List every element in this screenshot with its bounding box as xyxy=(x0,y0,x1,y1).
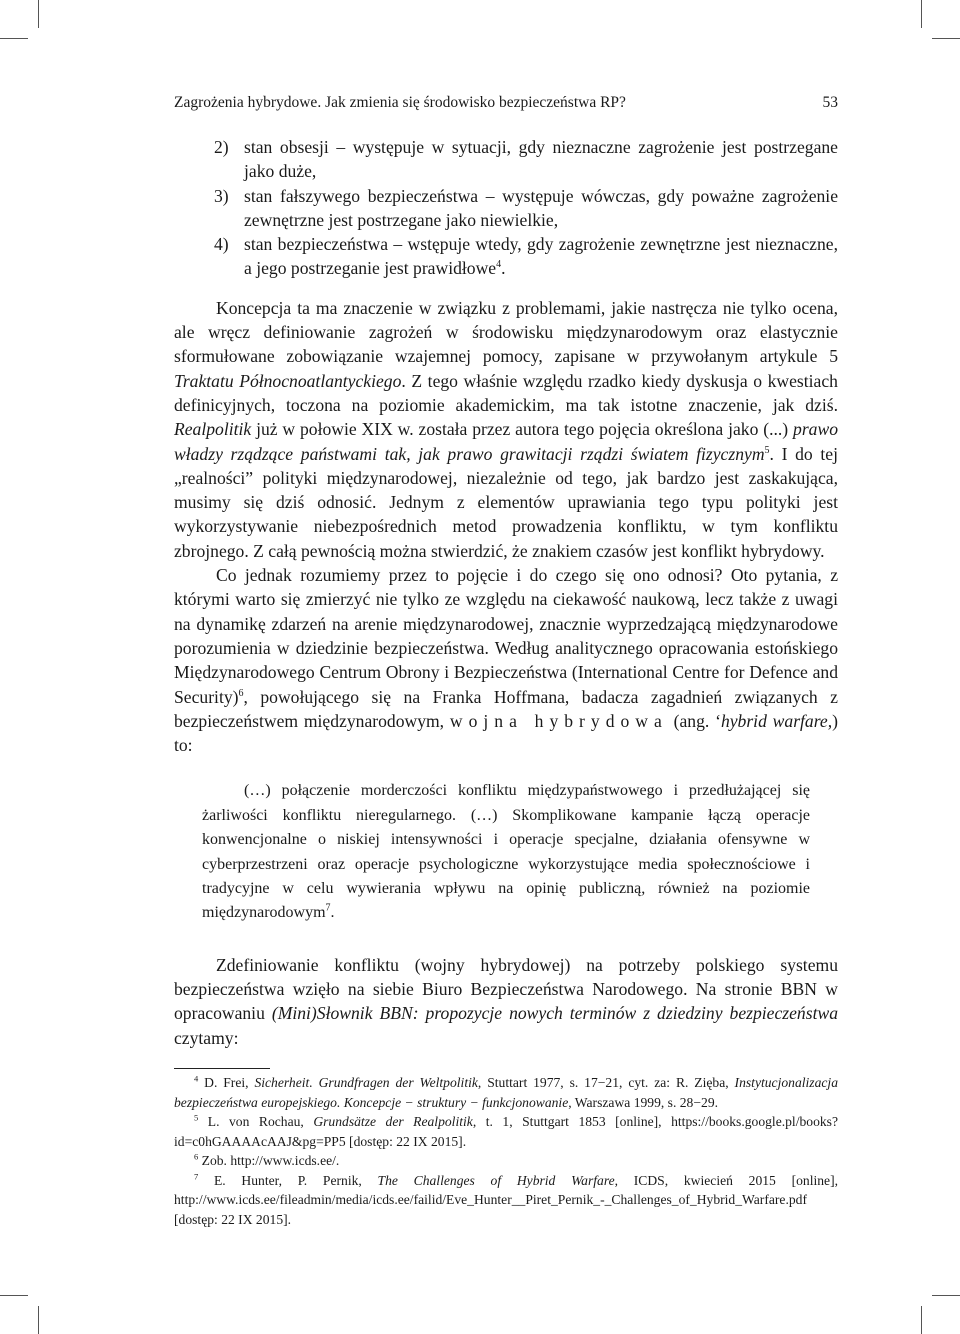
footnote-text: L. von Rochau, xyxy=(198,1114,314,1129)
crop-mark xyxy=(0,38,28,39)
paragraph-text: . I do tej „realności” polityki międzynarodowej, niezależnie od tego, jak bardzo jest zaskakująca, musimy się dziś odnosić. Jednym z elementów uprawiania tego typu polityki jest wykorzystywanie niebezpośrednich metod prowadzenia konfliktu, w tym konfliktu zbrojnego. Z całą pewnością można stwierdzić, że znakiem czasów jest konflikt hybrydowy. xyxy=(174,443,838,561)
paragraph-text: ) to: xyxy=(174,710,838,756)
italic-text: (Mini)Słownik BBN: propozycje nowych terminów z dziedziny bezpieczeństwa xyxy=(271,1003,838,1024)
paragraph-text: Koncepcja ta ma znaczenie w związku z problemami, jakie nastręcza nie tylko ocena, ale wręcz definiowanie zagrożeń w środowisku międzynarodowym oraz elastycznie sformułowane zobowiązanie wzajemnej pomocy, zapisane w przywołanym artykule 5 xyxy=(174,297,838,367)
paragraph xyxy=(174,953,838,1050)
list-item xyxy=(174,135,838,184)
quote-text: . xyxy=(330,904,335,922)
italic-text: Instytucjonalizacja bezpieczeństwa europejskiego. Koncepcje − struktury − funkcjonowanie xyxy=(174,1075,838,1110)
footnote-ref: 5 xyxy=(764,444,770,456)
footnote-text: E. Hunter, P. Pernik, xyxy=(198,1172,378,1188)
footnote-separator xyxy=(174,1068,270,1069)
running-title: Zagrożenia hybrydowe. Jak zmienia się środowisko bezpieczeństwa RP? xyxy=(174,94,626,111)
list-number: 2) xyxy=(214,137,229,157)
footnote-text: , Warszawa 1999, s. 28−29. xyxy=(568,1094,719,1110)
italic-text: Traktatu Północnoatlantyckiego xyxy=(174,370,402,391)
italic-text: Realpolitik xyxy=(174,419,252,440)
footnote-ref: 7 xyxy=(325,903,331,915)
paragraph-text: (ang. ‘ xyxy=(667,710,721,731)
footnote xyxy=(174,1171,838,1230)
footnote xyxy=(174,1112,838,1151)
block-quote xyxy=(202,779,810,925)
footnote-number: 6 xyxy=(194,1151,199,1162)
crop-mark xyxy=(932,38,960,39)
footnote-text: Zob. http://www.icds.ee/. xyxy=(198,1153,340,1168)
paragraph-text: czytamy: xyxy=(174,1027,239,1048)
page-body xyxy=(174,135,838,1050)
footnote-text: , ICDS, kwiecień 2015 [online], http://www.icds.ee/fileadmin/media/icds.ee/failid/Eve_Hunter__Piret_Pernik_-_Challenges_of_Hybrid_Warfare.pdf [dostęp: 22 IX 2015]. xyxy=(174,1172,838,1227)
footnote-number: 5 xyxy=(194,1112,199,1123)
crop-mark xyxy=(932,1295,960,1296)
page-number: 53 xyxy=(822,94,838,111)
crop-mark xyxy=(921,1306,922,1334)
numbered-list xyxy=(174,135,838,281)
list-text: . xyxy=(501,258,506,279)
footnote xyxy=(174,1151,838,1171)
list-text: stan obsesji – występuje w sytuacji, gdy nieznaczne zagrożenie jest postrzegane jako duże, xyxy=(244,137,838,182)
list-text: stan fałszywego bezpieczeństwa – występuje wówczas, gdy poważne zagrożenie zewnętrzne jest postrzegane jako niewielkie, xyxy=(244,185,838,230)
spaced-term: wojna hybrydowa xyxy=(449,710,668,731)
footnote-number: 4 xyxy=(194,1073,199,1084)
footnotes xyxy=(174,1073,838,1229)
list-number: 4) xyxy=(214,234,229,255)
crop-mark xyxy=(38,1306,39,1334)
paragraph xyxy=(174,563,838,757)
paragraph-text: . Z tego właśnie względu rzadko kiedy dyskusja o kwestiach definicyjnych, toczona na poziomie akademickim, ma tak istotne znaczenie, jak dziś. xyxy=(174,370,838,415)
italic-text: Grundsätze der Realpolitik xyxy=(313,1114,473,1129)
footnote-text: , Stuttart 1977, s. 17−21, cyt. za: R. Zięba, xyxy=(477,1075,735,1090)
footnote-ref: 6 xyxy=(238,687,244,699)
footnote-number: 7 xyxy=(194,1170,199,1181)
paragraph-text: , powołującego się na Franka Hoffmana, badacza zagadnień związanych z bezpieczeństwem międzynarodowym, xyxy=(174,686,838,731)
footnote xyxy=(174,1073,838,1112)
list-item xyxy=(174,184,838,233)
paragraph xyxy=(174,296,838,563)
italic-text: Sicherheit. Grundfragen der Weltpolitik xyxy=(254,1075,478,1090)
paragraph-text: Zdefiniowanie konfliktu (wojny hybrydowej) na potrzeby polskiego systemu bezpieczeństwa wzięło na siebie Biuro Bezpieczeństwa Narodowego. Na stronie BBN w opracowaniu xyxy=(174,954,838,1024)
quote-text: (…) połączenie morderczości konfliktu międzypaństwowego i przedłużającej się żarliwości konfliktu nieregularnego. (…) Skomplikowane kampanie łączą operacje konwencjonalne o niskiej intensywności i operacje specjalne, działania ofensywne w cyberprzestrzeni oraz operacje psychologiczne wykorzystujące media społecznościowe i tradycyjne w celu wywierania wpływu na opinię publiczną, również na poziomie międzynarodowym xyxy=(202,782,810,922)
list-item xyxy=(174,232,838,281)
footnote-ref: 4 xyxy=(496,259,502,271)
paragraph-text: już w połowie XIX w. została przez autora tego pojęcia określona jako (...) xyxy=(251,419,794,440)
footnote-text: , t. 1, Stuttgart 1853 [online], https://books.google.pl/books?id=c0hGAAAAcAAJ&pg=PP5 [dostęp: 22 IX 2015]. xyxy=(174,1114,838,1149)
crop-mark xyxy=(0,1295,28,1296)
footnote-text: D. Frei, xyxy=(198,1075,255,1090)
crop-mark xyxy=(38,0,39,28)
italic-text: The Challenges of Hybrid Warfare xyxy=(377,1172,615,1188)
crop-mark xyxy=(921,0,922,28)
italic-text: hybrid warfare, xyxy=(720,710,833,731)
paragraph-text: Co jednak rozumiemy przez to pojęcie i do czego się ono odnosi? Oto pytania, z którymi warto się zmierzyć nie tylko ze względu na ciekawość naukową, lecz także z uwagi na dynamikę zdarzeń na arenie międzynarodowej, znacznie wyprzedzającą międzynarodowe porozumienia w dziedzinie bezpieczeństwa. Według analitycznego opracowania estońskiego Międzynarodowego Centrum Obrony i Bezpieczeństwa (International Centre for Defence and Security) xyxy=(174,565,838,707)
list-text: stan bezpieczeństwa – wstępuje wtedy, gdy zagrożenie zewnętrzne jest nieznaczne, a jego postrzeganie jest prawidłowe xyxy=(244,234,838,279)
italic-text: prawo władzy rządzące państwami tak, jak prawo grawitacji rządzi światem fizycznym xyxy=(174,419,838,464)
list-number: 3) xyxy=(214,185,229,206)
